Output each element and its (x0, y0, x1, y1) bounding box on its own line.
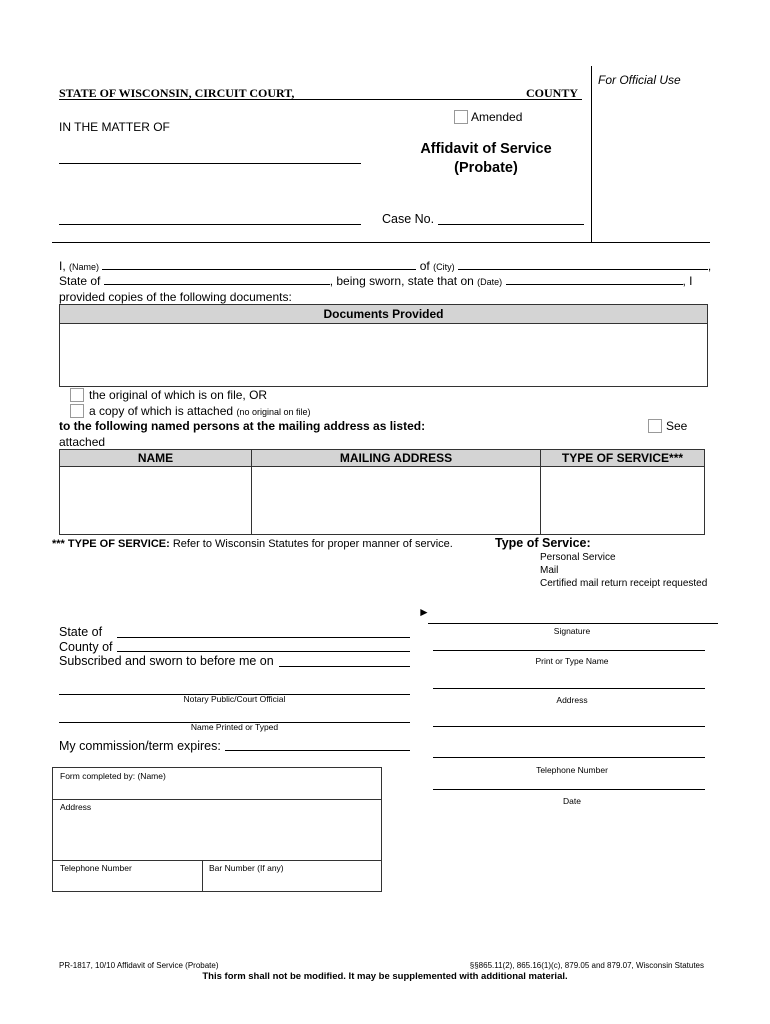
see-attached-checkbox[interactable] (648, 419, 662, 433)
person-name-field[interactable] (59, 466, 252, 535)
notary-county-field[interactable] (117, 651, 410, 652)
case-no-field[interactable] (438, 224, 584, 225)
of-label: of (419, 259, 430, 273)
form-subtitle: (Probate) (454, 160, 518, 176)
case-no-label: Case No. (382, 212, 435, 226)
affiant-city-field[interactable] (458, 259, 708, 270)
subscribed-date-field[interactable] (279, 666, 410, 667)
attached-label: attached (59, 435, 106, 449)
service-type-certified-mail: Certified mail return receipt requested (540, 578, 708, 589)
documents-provided-field[interactable] (59, 323, 708, 387)
subscribed-label: Subscribed and sworn to before me on (59, 654, 274, 668)
to-following-text: to the following named persons at the mailing address as listed: (59, 419, 426, 433)
provided-text: provided copies of the following documents: (59, 290, 292, 304)
name-printed-label: Name Printed or Typed (190, 722, 279, 732)
state-of-label: State of (59, 274, 101, 288)
notary-state-field[interactable] (117, 637, 410, 638)
column-header-type-of-service: TYPE OF SERVICE*** (540, 449, 705, 467)
completed-by-telephone-field[interactable] (52, 860, 203, 892)
completed-by-telephone-label: Telephone Number (60, 863, 132, 873)
official-use-divider (591, 66, 592, 242)
matter-name-line-2[interactable] (59, 224, 361, 225)
commission-expires-field[interactable] (225, 750, 410, 751)
original-on-file-label: the original of which is on file, OR (89, 388, 268, 402)
matter-name-line-1[interactable] (59, 163, 361, 164)
affiant-line-2 (59, 274, 693, 288)
court-line: STATE OF WISCONSIN, CIRCUIT COURT, (59, 86, 295, 100)
service-note (52, 538, 453, 550)
signature-label: Signature (553, 626, 591, 636)
service-note-label: *** TYPE OF SERVICE: (52, 538, 170, 550)
print-name-label: Print or Type Name (535, 656, 609, 666)
completed-by-address-label: Address (60, 802, 92, 812)
in-matter-of-label: IN THE MATTER OF (59, 120, 170, 134)
telephone-line[interactable] (433, 757, 705, 758)
date-label: Date (563, 796, 581, 806)
address-line-2[interactable] (433, 726, 705, 727)
completed-by-name-field[interactable] (52, 767, 382, 800)
modification-notice: This form shall not be modified. It may be supplemented with additional material. (202, 971, 568, 982)
city-hint: (City) (433, 262, 455, 272)
notary-county-of-label: County of (59, 640, 113, 654)
bar-number-field[interactable] (202, 860, 382, 892)
statutes-reference: §§865.11(2), 865.16(1)(c), 879.05 and 879.07, Wisconsin Statutes (469, 961, 704, 970)
copy-attached-label (89, 404, 310, 418)
telephone-label: Telephone Number (536, 765, 608, 775)
copy-attached-hint: (no original on file) (236, 407, 311, 417)
county-label: COUNTY (526, 86, 579, 100)
column-header-mailing-address: MAILING ADDRESS (251, 449, 541, 467)
copy-attached-text: a copy of which is attached (89, 404, 234, 418)
person-service-type-field[interactable] (540, 466, 705, 535)
form-title: Affidavit of Service (420, 141, 552, 157)
see-label: See (666, 419, 688, 433)
signature-line[interactable] (428, 623, 718, 624)
signature-arrow-icon: ► (418, 605, 430, 619)
i-end-text: , I (682, 274, 693, 288)
date-hint: (Date) (477, 277, 503, 287)
notary-state-of-label: State of (59, 625, 103, 639)
completed-by-address-field[interactable] (52, 799, 382, 861)
service-date-field[interactable] (506, 274, 683, 285)
service-type-personal: Personal Service (540, 552, 616, 563)
column-header-name: NAME (59, 449, 252, 467)
i-label: I, (59, 259, 66, 273)
affiant-name-field[interactable] (102, 259, 416, 270)
person-address-field[interactable] (251, 466, 541, 535)
original-on-file-checkbox[interactable] (70, 388, 84, 402)
amended-label: Amended (471, 110, 523, 124)
date-line[interactable] (433, 789, 705, 790)
court-county-line (59, 99, 582, 100)
completed-by-label: Form completed by: (Name) (60, 771, 166, 781)
affiant-line-1 (59, 259, 711, 273)
service-type-mail: Mail (540, 565, 559, 576)
name-hint: (Name) (69, 262, 100, 272)
service-note-text: Refer to Wisconsin Statutes for proper manner of service. (172, 538, 453, 550)
notary-official-label: Notary Public/Court Official (183, 694, 286, 704)
official-use-label: For Official Use (598, 73, 681, 87)
commission-label: My commission/term expires: (59, 739, 221, 753)
comma: , (707, 259, 712, 273)
header-divider (52, 242, 710, 243)
copy-attached-checkbox[interactable] (70, 404, 84, 418)
address-label: Address (556, 695, 588, 705)
being-sworn-text: , being sworn, state that on (329, 274, 474, 288)
form-id: PR-1817, 10/10 Affidavit of Service (Probate) (59, 961, 219, 970)
documents-provided-header: Documents Provided (59, 304, 708, 324)
address-line[interactable] (433, 688, 705, 689)
bar-number-label: Bar Number (If any) (209, 863, 284, 873)
print-name-line[interactable] (433, 650, 705, 651)
affiant-state-field[interactable] (104, 274, 330, 285)
type-of-service-title: Type of Service: (495, 536, 591, 550)
amended-checkbox[interactable] (454, 110, 468, 124)
